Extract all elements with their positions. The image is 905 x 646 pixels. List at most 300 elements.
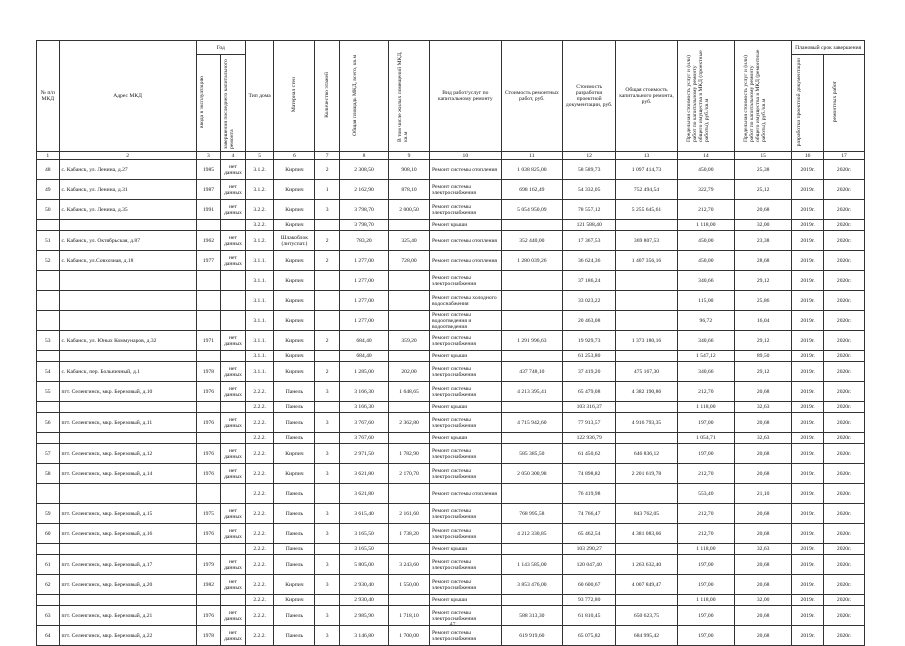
cell-rc: 352 440,00 [501, 231, 562, 251]
cell-y2 [221, 595, 246, 606]
cell-area: 1 285,00 [339, 362, 388, 382]
cell-d2: 2020г. [824, 575, 865, 595]
cell-mat: Кирпич [274, 200, 315, 220]
cell-l2: 20,68 [735, 524, 792, 544]
cell-dc: 20 463,08 [563, 311, 616, 331]
table-row [37, 433, 865, 444]
cell-l1: 450,00 [677, 251, 734, 271]
cell-l1: 1 118,00 [677, 595, 734, 606]
cell-tc [616, 271, 677, 291]
cell-l1: 197,00 [677, 626, 734, 646]
cell-res: 3 243,60 [389, 555, 430, 575]
cell-area: 3 798,70 [339, 220, 388, 231]
cell-dc: 120 047,40 [563, 555, 616, 575]
cell-type: 2.2.2. [245, 555, 274, 575]
cell-mat: Панель [274, 626, 315, 646]
cell-rc [501, 311, 562, 331]
cell-work: Ремонт системы электроснабжения [430, 382, 502, 402]
cell-tc: 752 494,54 [616, 180, 677, 200]
cell-l2: 20,68 [735, 464, 792, 484]
cell-address [59, 484, 196, 504]
cell-y2: нет данных [221, 413, 246, 433]
cell-fl: 2 [315, 160, 340, 180]
cell-y2: нет данных [221, 362, 246, 382]
cell-d1: 2019г. [792, 444, 824, 464]
cell-l1: 340,66 [677, 271, 734, 291]
column-number-cell: 15 [735, 152, 792, 160]
cell-d1: 2019г. [792, 524, 824, 544]
cell-res: 1 738,20 [389, 524, 430, 544]
cell-no: 51 [37, 231, 60, 251]
table-row [37, 271, 865, 291]
cell-no: 62 [37, 575, 60, 595]
cell-area: 2 930,40 [339, 575, 388, 595]
cell-y1: 1975 [196, 504, 221, 524]
cell-y1: 1976 [196, 444, 221, 464]
cell-type: 2.2.2. [245, 402, 274, 413]
cell-type: 2.2.2. [245, 575, 274, 595]
cell-l1: 96,72 [677, 311, 734, 331]
cell-area: 1 277,00 [339, 291, 388, 311]
cell-res: 1 718,10 [389, 606, 430, 626]
cell-l1: 212,70 [677, 504, 734, 524]
cell-mat: Кирпич [274, 575, 315, 595]
cell-dc: 61 810,45 [563, 606, 616, 626]
cell-dc: 58 589,73 [563, 160, 616, 180]
cell-area: 3 767,60 [339, 413, 388, 433]
cell-type: 2.2.2. [245, 504, 274, 524]
cell-l1: 115,00 [677, 291, 734, 311]
cell-rc: 437 748,10 [501, 362, 562, 382]
cell-res [389, 433, 430, 444]
cell-address: пгт. Селенгинск, мкр. Березовый, д.14 [59, 464, 196, 484]
cell-l2: 20,68 [735, 626, 792, 646]
cell-mat: Панель [274, 524, 315, 544]
cell-rc [501, 271, 562, 291]
cell-l1: 197,00 [677, 575, 734, 595]
cell-l2: 16,04 [735, 311, 792, 331]
cell-rc: 698 162,49 [501, 180, 562, 200]
cell-y1: 1978 [196, 362, 221, 382]
cell-l2: 20,68 [735, 413, 792, 433]
cell-d2: 2020г. [824, 544, 865, 555]
cell-y2 [221, 351, 246, 362]
table-row [37, 231, 865, 251]
cell-mat: Панель [274, 606, 315, 626]
cell-res [389, 291, 430, 311]
cell-rc: 768 995,58 [501, 504, 562, 524]
cell-d1: 2019г. [792, 291, 824, 311]
cell-res [389, 351, 430, 362]
column-number-cell: 14 [677, 152, 734, 160]
table-row [37, 444, 865, 464]
cell-y2 [221, 311, 246, 331]
table-row [37, 413, 865, 433]
cell-no: 54 [37, 362, 60, 382]
cell-tc: 5 255 645,61 [616, 200, 677, 220]
cell-address: с. Кабанск, ул.Совхозная, д.18 [59, 251, 196, 271]
cell-d2: 2020г. [824, 413, 865, 433]
cell-no [37, 595, 60, 606]
cell-l1: 212,70 [677, 464, 734, 484]
cell-d2: 2020г. [824, 271, 865, 291]
header-house-type: Тип дома [245, 41, 274, 152]
cell-address [59, 544, 196, 555]
cell-tc: 646 836,12 [616, 444, 677, 464]
cell-rc [501, 595, 562, 606]
cell-rc: 585 385,50 [501, 444, 562, 464]
cell-y1: 1976 [196, 413, 221, 433]
cell-address: пгт. Селенгинск, мкр. Березовый, д.11 [59, 413, 196, 433]
cell-work: Ремонт системы электроснабжения [430, 524, 502, 544]
cell-address: пгт. Селенгинск, мкр. Березовый, д.10 [59, 382, 196, 402]
cell-dc: 37 186,24 [563, 271, 616, 291]
cell-res: 1 648,65 [389, 382, 430, 402]
column-number-cell: 12 [563, 152, 616, 160]
cell-type: 3.1.1. [245, 331, 274, 351]
cell-mat: Кирпич [274, 351, 315, 362]
cell-l2: 29,12 [735, 271, 792, 291]
cell-mat: Кирпич [274, 331, 315, 351]
table-row [37, 402, 865, 413]
cell-l2: 25,38 [735, 160, 792, 180]
column-number-cell: 10 [430, 152, 502, 160]
cell-work: Ремонт системы электроснабжения [430, 575, 502, 595]
cell-rc: 3 853 476,00 [501, 575, 562, 595]
cell-d1: 2019г. [792, 433, 824, 444]
header-address: Адрес МКД [59, 41, 196, 152]
cell-fl: 3 [315, 575, 340, 595]
header-deadline-design: разработки проектной документации [792, 55, 824, 152]
cell-work: Ремонт системы холодного водоснабжения [430, 291, 502, 311]
table-row [37, 160, 865, 180]
cell-y1: 1976 [196, 464, 221, 484]
table-row [37, 251, 865, 271]
cell-fl: 2 [315, 251, 340, 271]
cell-d2: 2020г. [824, 291, 865, 311]
cell-no [37, 220, 60, 231]
cell-work: Ремонт системы отопления [430, 251, 502, 271]
cell-tc: 1 373 180,16 [616, 331, 677, 351]
cell-d2: 2020г. [824, 311, 865, 331]
cell-fl: 2 [315, 331, 340, 351]
cell-rc [501, 220, 562, 231]
cell-rc: 4 213 395,41 [501, 382, 562, 402]
cell-y2: нет данных [221, 200, 246, 220]
cell-work: Ремонт системы отопления [430, 484, 502, 504]
cell-mat: Кирпич [274, 251, 315, 271]
cell-work: Ремонт крыши [430, 433, 502, 444]
cell-no: 52 [37, 251, 60, 271]
cell-d1: 2019г. [792, 464, 824, 484]
cell-res: 2 000,50 [389, 200, 430, 220]
cell-type: 3.1.1. [245, 271, 274, 291]
column-number-cell: 4 [221, 152, 246, 160]
cell-address: пгт. Селенгинск, мкр. Березовый, д.12 [59, 444, 196, 464]
cell-d1: 2019г. [792, 251, 824, 271]
cell-d1: 2019г. [792, 220, 824, 231]
cell-type: 2.2.2. [245, 382, 274, 402]
cell-l2: 20,68 [735, 606, 792, 626]
cell-work: Ремонт системы электроснабжения [430, 200, 502, 220]
cell-tc [616, 220, 677, 231]
cell-res: 2 362,80 [389, 413, 430, 433]
cell-work: Ремонт системы электроснабжения [430, 606, 502, 626]
document-sheet [36, 40, 865, 646]
header-work-type: Вид работ/услуг по капитальному ремонту [430, 41, 502, 152]
cell-address [59, 433, 196, 444]
cell-mat: Кирпич [274, 595, 315, 606]
cell-d1: 2019г. [792, 413, 824, 433]
cell-d2: 2020г. [824, 351, 865, 362]
cell-tc [616, 484, 677, 504]
cell-dc: 65 479,08 [563, 382, 616, 402]
cell-address: с. Кабанск, ул. Ленина, д.35 [59, 200, 196, 220]
column-number-cell: 7 [315, 152, 340, 160]
cell-dc: 65 075,82 [563, 626, 616, 646]
cell-d1: 2019г. [792, 626, 824, 646]
cell-dc: 103 316,37 [563, 402, 616, 413]
cell-type: 3.1.1. [245, 351, 274, 362]
cell-mat: Кирпич [274, 444, 315, 464]
cell-d1: 2019г. [792, 544, 824, 555]
table-row [37, 180, 865, 200]
cell-dc: 122 936,79 [563, 433, 616, 444]
cell-d2: 2020г. [824, 331, 865, 351]
cell-rc: 1 280 039,26 [501, 251, 562, 271]
cell-area: 3 767,60 [339, 433, 388, 444]
header-floors: Количество этажей [315, 41, 340, 152]
cell-tc: 2 201 619,78 [616, 464, 677, 484]
cell-mat: Панель [274, 413, 315, 433]
cell-address [59, 351, 196, 362]
cell-work: Ремонт крыши [430, 595, 502, 606]
cell-d2: 2020г. [824, 626, 865, 646]
column-number-cell: 3 [196, 152, 221, 160]
cell-address: пгт. Селенгинск, мкр. Березовый, д.21 [59, 606, 196, 626]
cell-no: 55 [37, 382, 60, 402]
header-no: № п/п МКД [37, 41, 60, 152]
cell-y1: 1978 [196, 626, 221, 646]
cell-tc: 1 097 414,73 [616, 160, 677, 180]
cell-rc: 5 054 950,09 [501, 200, 562, 220]
cell-y1: 1985 [196, 160, 221, 180]
cell-mat: Шлакоблок (литуспат.) [274, 231, 315, 251]
cell-address: с. Кабанск, ул. Ленина, д.27 [59, 160, 196, 180]
cell-y1: 1976 [196, 382, 221, 402]
cell-y2 [221, 484, 246, 504]
cell-tc [616, 433, 677, 444]
cell-res [389, 595, 430, 606]
column-number-cell: 8 [339, 152, 388, 160]
cell-no: 64 [37, 626, 60, 646]
cell-y1 [196, 595, 221, 606]
cell-dc: 93 772,80 [563, 595, 616, 606]
cell-res: 2 170,70 [389, 464, 430, 484]
cell-d2: 2020г. [824, 251, 865, 271]
cell-res: 728,00 [389, 251, 430, 271]
cell-fl: 2 [315, 362, 340, 382]
cell-dc: 60 600,67 [563, 575, 616, 595]
cell-type: 2.2.2. [245, 626, 274, 646]
table-row [37, 362, 865, 382]
cell-address: пгт. Селенгинск, мкр. Березовый, д.22 [59, 626, 196, 646]
cell-y1 [196, 271, 221, 291]
cell-no [37, 271, 60, 291]
cell-l1: 322,79 [677, 180, 734, 200]
cell-y1 [196, 484, 221, 504]
cell-tc [616, 595, 677, 606]
cell-fl [315, 220, 340, 231]
cell-d1: 2019г. [792, 402, 824, 413]
cell-area: 3 621,80 [339, 484, 388, 504]
cell-tc: 843 762,05 [616, 504, 677, 524]
cell-address: пгт. Селенгинск, мкр. Березовый, д.16 [59, 524, 196, 544]
cell-work: Ремонт системы водоотведения и водоотведения [430, 311, 502, 331]
cell-work: Ремонт системы электроснабжения [430, 626, 502, 646]
cell-fl: 3 [315, 555, 340, 575]
cell-rc [501, 291, 562, 311]
cell-mat: Кирпич [274, 220, 315, 231]
cell-type: 3.1.2. [245, 231, 274, 251]
cell-mat: Кирпич [274, 311, 315, 331]
cell-y1: 1987 [196, 180, 221, 200]
cell-d2: 2020г. [824, 524, 865, 544]
column-number-cell: 11 [501, 152, 562, 160]
cell-d1: 2019г. [792, 351, 824, 362]
cell-type: 2.2.2. [245, 595, 274, 606]
cell-work: Ремонт системы отопления [430, 231, 502, 251]
cell-d2: 2020г. [824, 606, 865, 626]
table-row [37, 484, 865, 504]
cell-type: 3.1.1. [245, 251, 274, 271]
cell-l2: 20,68 [735, 382, 792, 402]
cell-fl: 3 [315, 504, 340, 524]
cell-l1: 197,00 [677, 444, 734, 464]
cell-l1: 340,66 [677, 331, 734, 351]
cell-dc: 76 419,98 [563, 484, 616, 504]
cell-type: 3.2.2. [245, 200, 274, 220]
cell-rc: 619 919,60 [501, 626, 562, 646]
cell-rc: 4 715 942,60 [501, 413, 562, 433]
cell-y1: 1976 [196, 606, 221, 626]
cell-res: 202,00 [389, 362, 430, 382]
cell-mat: Панель [274, 382, 315, 402]
cell-mat: Кирпич [274, 291, 315, 311]
cell-area: 2 930,40 [339, 595, 388, 606]
cell-d2: 2020г. [824, 504, 865, 524]
cell-y2: нет данных [221, 606, 246, 626]
cell-l2: 21,10 [735, 484, 792, 504]
cell-area: 2 985,90 [339, 606, 388, 626]
cell-dc: 74 766,47 [563, 504, 616, 524]
cell-y2: нет данных [221, 464, 246, 484]
cell-l1: 1 118,00 [677, 544, 734, 555]
cell-tc: 650 623,75 [616, 606, 677, 626]
table-row [37, 524, 865, 544]
cell-tc: 4 382 190,86 [616, 382, 677, 402]
cell-res: 878,10 [389, 180, 430, 200]
cell-dc: 54 332,05 [563, 180, 616, 200]
cell-y2 [221, 544, 246, 555]
cell-no: 50 [37, 200, 60, 220]
cell-fl [315, 433, 340, 444]
cell-y1 [196, 311, 221, 331]
cell-d2: 2020г. [824, 220, 865, 231]
cell-mat: Панель [274, 504, 315, 524]
cell-work: Ремонт системы электроснабжения [430, 444, 502, 464]
cell-y1 [196, 433, 221, 444]
cell-l1: 1 118,00 [677, 220, 734, 231]
table-row [37, 382, 865, 402]
cell-y1: 1977 [196, 251, 221, 271]
cell-rc [501, 433, 562, 444]
cell-no: 56 [37, 413, 60, 433]
cell-rc: 1 038 825,00 [501, 160, 562, 180]
cell-type: 3.1.1. [245, 311, 274, 331]
cell-l1: 1 118,00 [677, 402, 734, 413]
cell-no [37, 402, 60, 413]
cell-fl [315, 291, 340, 311]
cell-tc: 4 381 083,66 [616, 524, 677, 544]
cell-area: 5 805,00 [339, 555, 388, 575]
cell-l1: 1 547,12 [677, 351, 734, 362]
cell-tc [616, 351, 677, 362]
cell-fl: 3 [315, 626, 340, 646]
cell-address: с. Кабанск, ул. Октябрьская, д.87 [59, 231, 196, 251]
cell-res: 359,20 [389, 331, 430, 351]
header-year-commission: ввода в эксплуатацию [196, 55, 221, 152]
cell-type: 2.2.2. [245, 413, 274, 433]
cell-rc [501, 544, 562, 555]
cell-no: 63 [37, 606, 60, 626]
cell-d2: 2020г. [824, 180, 865, 200]
cell-l2: 20,68 [735, 504, 792, 524]
cell-res: 2 161,60 [389, 504, 430, 524]
cell-fl [315, 402, 340, 413]
cell-dc: 74 898,82 [563, 464, 616, 484]
cell-rc [501, 484, 562, 504]
cell-res: 1 700,00 [389, 626, 430, 646]
cell-y2: нет данных [221, 444, 246, 464]
cell-address [59, 291, 196, 311]
cell-y2: нет данных [221, 524, 246, 544]
cell-tc: 4 007 849,47 [616, 575, 677, 595]
table-row [37, 331, 865, 351]
cell-y2: нет данных [221, 555, 246, 575]
cell-l2: 28,68 [735, 251, 792, 271]
table-row [37, 555, 865, 575]
cell-no [37, 433, 60, 444]
cell-l2: 25,12 [735, 180, 792, 200]
cell-res [389, 402, 430, 413]
cell-work: Ремонт крыши [430, 351, 502, 362]
table-header [37, 41, 865, 160]
cell-l1: 1 054,71 [677, 433, 734, 444]
cell-l1: 212,70 [677, 200, 734, 220]
table-body [37, 160, 865, 646]
cell-l1: 450,00 [677, 231, 734, 251]
cell-l2: 20,68 [735, 575, 792, 595]
header-repair-cost: Стоимость ремонтных работ, руб. [501, 41, 562, 152]
cell-type: 2.2.2. [245, 444, 274, 464]
cell-type: 2.2.2. [245, 524, 274, 544]
cell-l2: 32,00 [735, 595, 792, 606]
column-number-cell: 6 [274, 152, 315, 160]
cell-no [37, 544, 60, 555]
cell-dc: 77 913,57 [563, 413, 616, 433]
cell-address [59, 220, 196, 231]
